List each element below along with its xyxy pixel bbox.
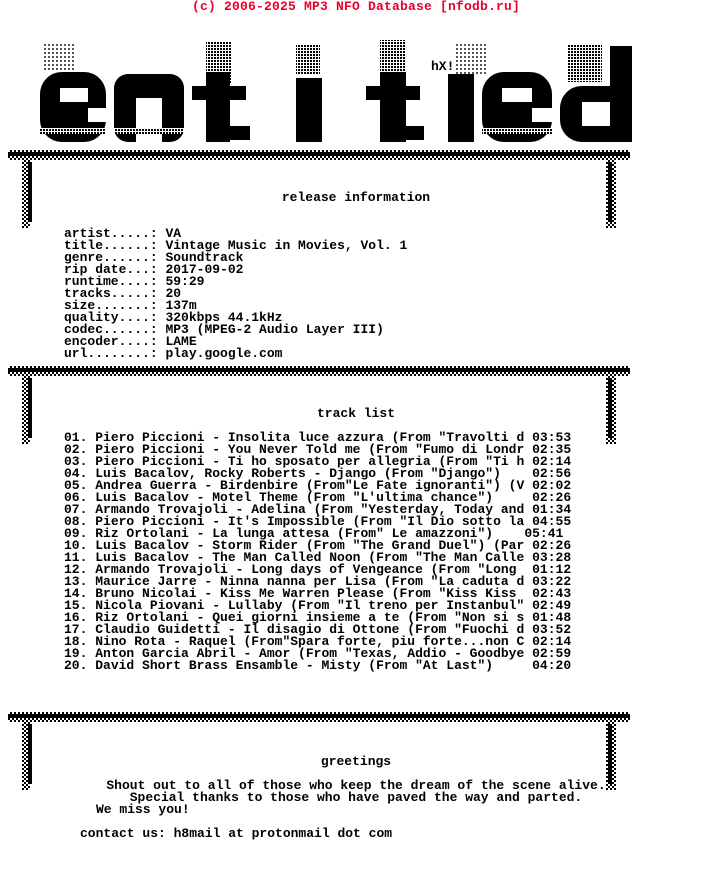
track-row: 01. Piero Piccioni - Insolita luce azzura (From "Travolti d 03:53 [64, 430, 572, 445]
release-field: rip date...: 2017-09-02 [64, 262, 244, 277]
release-field: runtime....: 59:29 [64, 274, 205, 289]
greetings-line: Special thanks to those who have paved the way and parted. [129, 790, 583, 805]
size-value: 137m [165, 298, 197, 313]
quality-value: 320kbps 44.1kHz [165, 310, 283, 325]
track-row: 14. Bruno Nicolai - Kiss Me Warren Please (From "Kiss Kiss 02:43 [64, 586, 572, 601]
rip-date-value: 2017-09-02 [165, 262, 244, 277]
track-row: 07. Armando Trovajoli - Adelina (From "Yesterday, Today and 01:34 [64, 502, 572, 517]
genre-value: Soundtrack [165, 250, 244, 265]
track-row: 18. Nino Rota - Raquel (From"Spara forte, piu forte...non C 02:14 [64, 634, 572, 649]
codec-value: MP3 (MPEG-2 Audio Layer III) [165, 322, 384, 337]
url-value: play.google.com [165, 346, 283, 361]
track-row: 08. Piero Piccioni - It's Impossible (From "Il Dio sotto la 04:55 [64, 514, 572, 529]
artist-value: VA [165, 226, 182, 241]
release-field: title......: Vintage Music in Movies, Vol. 1 [64, 238, 408, 253]
track-row: 04. Luis Bacalov, Rocky Roberts - Django (From "Django") 02:56 [64, 466, 572, 481]
release-field: genre......: Soundtrack [64, 250, 244, 265]
release-field: codec......: MP3 (MPEG-2 Audio Layer III) [64, 322, 384, 337]
tracks-value: 20 [165, 286, 182, 301]
release-field: quality....: 320kbps 44.1kHz [64, 310, 283, 325]
contact-line: contact us: h8mail at protonmail dot com [80, 826, 393, 841]
encoder-value: LAME [165, 334, 197, 349]
release-field: artist.....: VA [64, 226, 182, 241]
runtime-value: 59:29 [165, 274, 205, 289]
release-field: tracks.....: 20 [64, 286, 182, 301]
track-row: 09. Riz Ortolani - La lunga attesa (From" Le amazzoni") 05:41 [64, 526, 564, 541]
group-tag: hX! [431, 59, 455, 74]
track-row: 17. Claudio Guidetti - Il disagio di Ottone (From "Fuochi d 03:52 [64, 622, 572, 637]
title-value: Vintage Music in Movies, Vol. 1 [165, 238, 408, 253]
track-list-heading: track list [316, 406, 395, 421]
section-divider-release [8, 148, 630, 228]
track-row: 16. Riz Ortolani - Quei giorni insieme a te (From "Non si s 01:48 [64, 610, 572, 625]
track-row: 02. Piero Piccioni - You Never Told me (From "Fumo di Londr 02:35 [64, 442, 572, 457]
release-field: encoder....: LAME [64, 334, 197, 349]
track-row: 10. Luis Bacalov - Storm Rider (From "The Grand Duel") (Par 02:26 [64, 538, 572, 553]
track-row: 12. Armando Trovajoli - Long days of Vengeance (From "Long 01:12 [64, 562, 572, 577]
release-info-heading: release information [281, 190, 431, 205]
track-row: 03. Piero Piccioni - Ti ho sposato per allegria (From "Ti h 02:14 [64, 454, 572, 469]
track-row: 06. Luis Bacalov - Motel Theme (From "L'ultima chance") 02:26 [64, 490, 572, 505]
greetings-heading: greetings [320, 754, 392, 769]
release-field: url........: play.google.com [64, 346, 283, 361]
release-field: size.......: 137m [64, 298, 197, 313]
site-credit: (c) 2006-2025 MP3 NFO Database [nfodb.ru] [191, 0, 521, 14]
entitled-logo [28, 36, 648, 148]
track-row: 15. Nicola Piovani - Lullaby (From "Il treno per Instanbul" 02:49 [64, 598, 572, 613]
track-row: 13. Maurice Jarre - Ninna nanna per Lisa (From "La caduta d 03:22 [64, 574, 572, 589]
greetings-line: Shout out to all of those who keep the dream of the scene alive. [106, 778, 606, 793]
track-row: 19. Anton Garcia Abril - Amor (From "Texas, Addio - Goodbye 02:59 [64, 646, 572, 661]
track-row: 05. Andrea Guerra - Birdenbire (From"Le Fate ignoranti") (V 02:02 [64, 478, 572, 493]
track-row: 11. Luis Bacalov - The Man Called Noon (From "The Man Calle 03:28 [64, 550, 572, 565]
greetings-line: We miss you! [96, 802, 190, 817]
track-row: 20. David Short Brass Ensamble - Misty (From "At Last") 04:20 [64, 658, 572, 673]
